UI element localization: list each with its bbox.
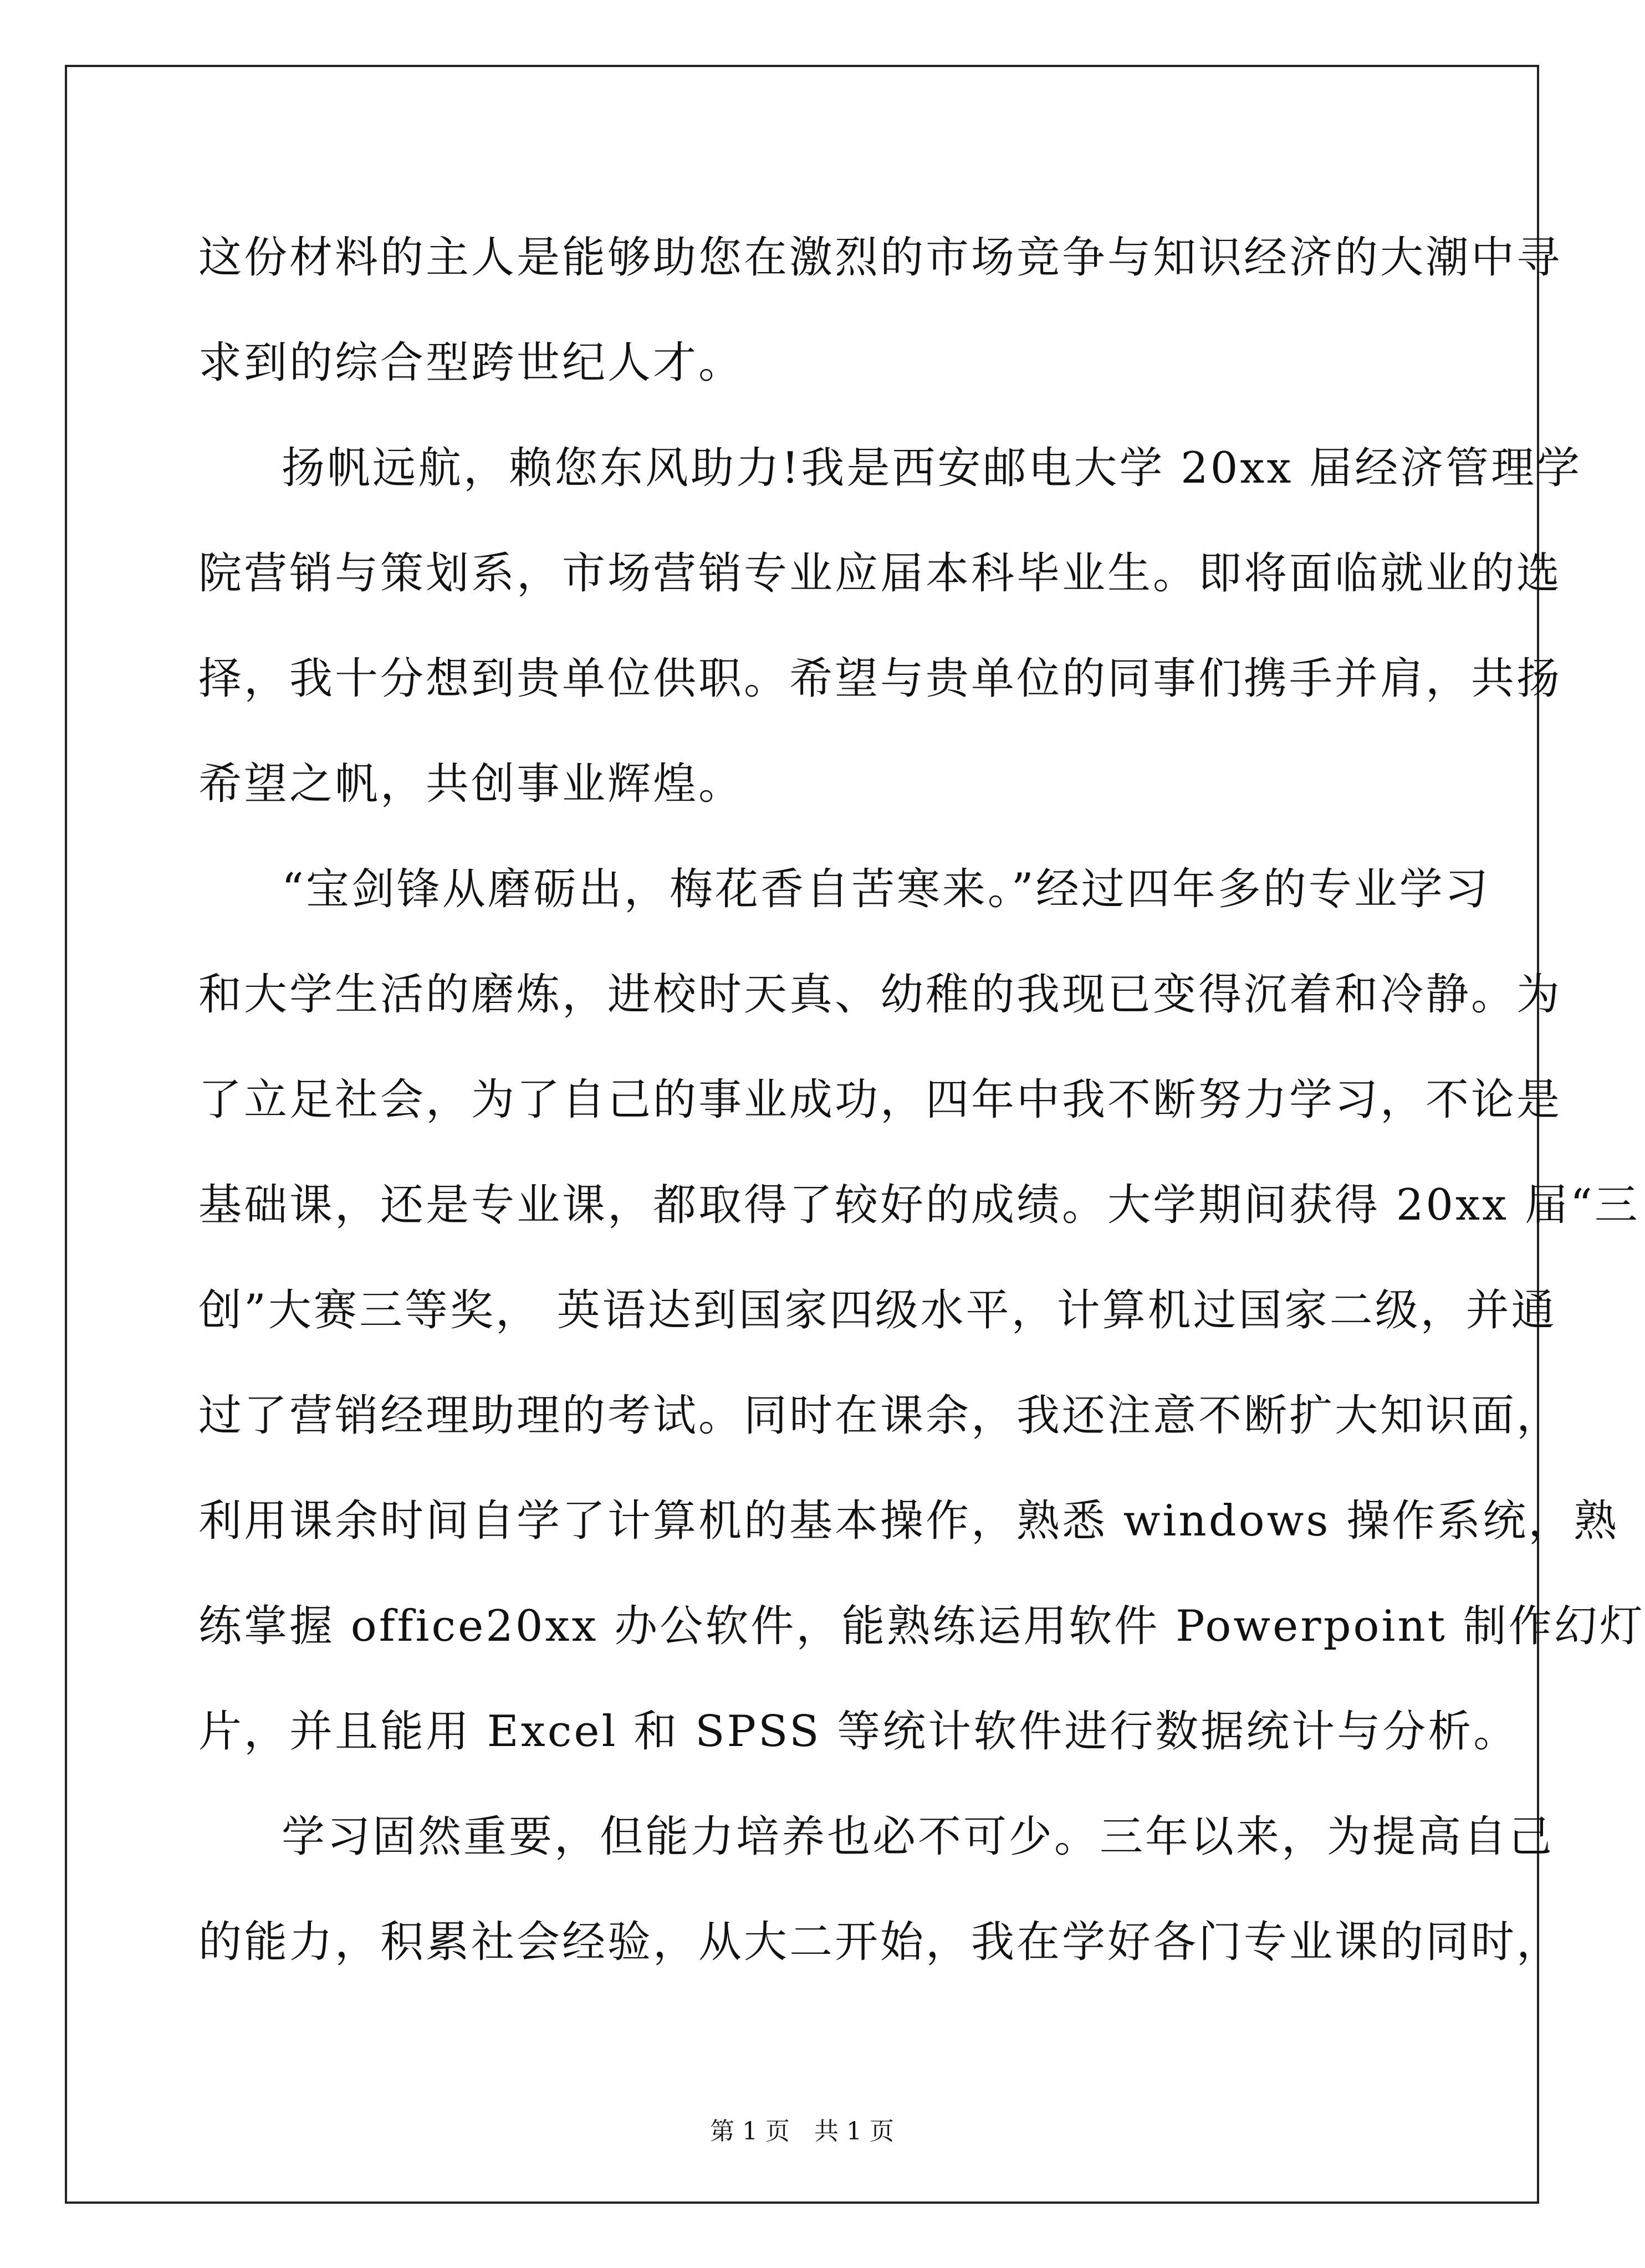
text-line: 练掌握 office20xx 办公软件，能熟练运用软件 Powerpoint 制作幻灯 <box>198 1601 1645 1651</box>
text-line: 这份材料的主人是能够助您在激烈的市场竞争与知识经济的大潮中寻 <box>198 233 1562 283</box>
text-line: 择，我十分想到贵单位供职。希望与贵单位的同事们携手并肩，共扬 <box>198 654 1562 704</box>
text-line: 希望之帆，共创事业辉煌。 <box>198 759 744 809</box>
text-line: 扬帆远航，赖您东风助力!我是西安邮电大学 20xx 届经济管理学 <box>282 443 1582 493</box>
text-line: 创”大赛三等奖， 英语达到国家四级水平，计算机过国家二级，并通 <box>198 1286 1557 1335</box>
text-line: 院营销与策划系，市场营销专业应届本科毕业生。即将面临就业的选 <box>198 549 1562 598</box>
text-line: 的能力，积累社会经验，从大二开始，我在学好各门专业课的同时， <box>198 1917 1562 1967</box>
text-line: 基础课，还是专业课，都取得了较好的成绩。大学期间获得 20xx 届“三 <box>198 1180 1640 1230</box>
page-number: 第 1 页 共 1 页 <box>710 2117 894 2146</box>
text-line: 学习固然重要，但能力培养也必不可少。三年以来，为提高自己 <box>282 1812 1555 1862</box>
text-line: 过了营销经理助理的考试。同时在课余，我还注意不断扩大知识面， <box>198 1391 1562 1441</box>
text-line: 求到的综合型跨世纪人才。 <box>198 338 744 388</box>
text-line: “宝剑锋从磨砺出，梅花香自苦寒来。”经过四年多的专业学习 <box>282 864 1490 914</box>
text-line: 了立足社会，为了自己的事业成功，四年中我不断努力学习，不论是 <box>198 1075 1562 1125</box>
text-line: 和大学生活的磨炼，进校时天真、幼稚的我现已变得沉着和冷静。为 <box>198 970 1562 1020</box>
document-body <box>198 205 1645 1995</box>
text-line: 利用课余时间自学了计算机的基本操作，熟悉 windows 操作系统，熟 <box>198 1496 1620 1546</box>
text-line: 片，并且能用 Excel 和 SPSS 等统计软件进行数据统计与分析。 <box>198 1707 1519 1757</box>
